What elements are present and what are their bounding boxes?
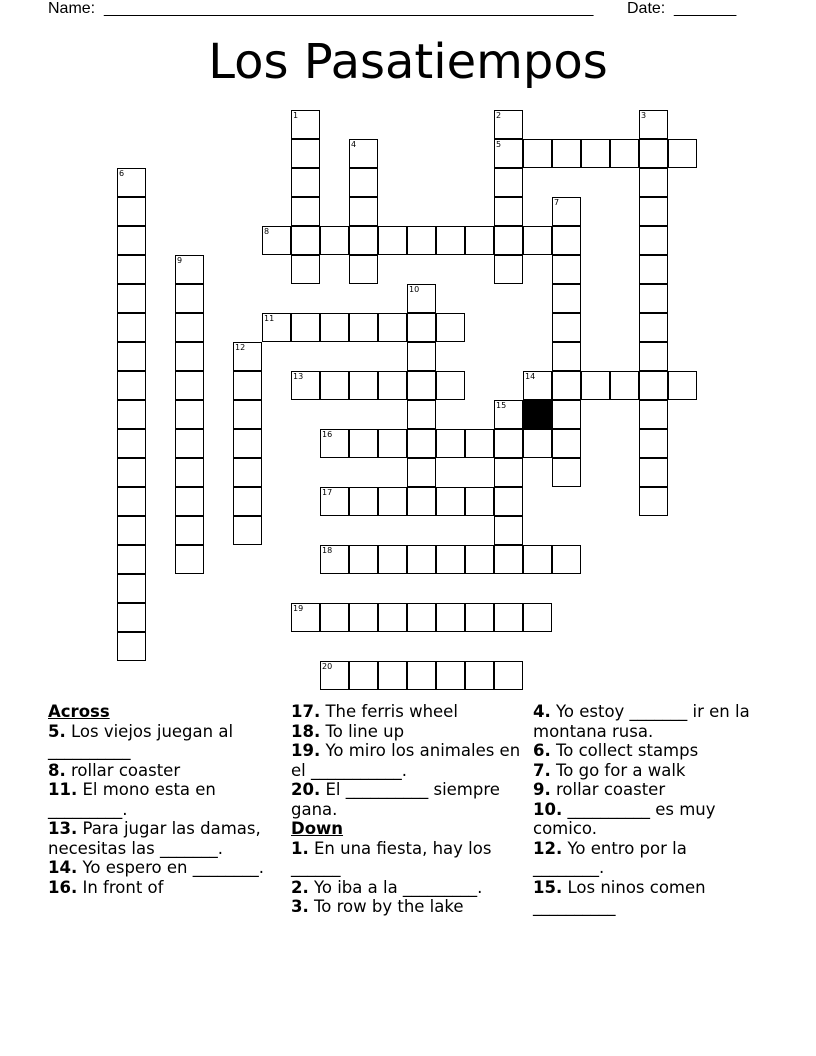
grid-cell[interactable] [552, 226, 581, 255]
grid-cell[interactable] [639, 400, 668, 429]
clue-text: El mono esta en _________. [48, 780, 216, 819]
grid-cell[interactable] [349, 139, 378, 168]
grid-cell[interactable] [117, 168, 146, 197]
grid-cell[interactable] [117, 632, 146, 661]
grid-cell[interactable] [117, 226, 146, 255]
grid-cell[interactable] [407, 458, 436, 487]
grid-cell[interactable] [291, 313, 320, 342]
grid-cell[interactable] [233, 516, 262, 545]
grid-cell[interactable] [523, 545, 552, 574]
grid-cell[interactable] [407, 371, 436, 400]
grid-cell[interactable] [436, 603, 465, 632]
grid-cell[interactable] [523, 429, 552, 458]
grid-cell[interactable] [349, 661, 378, 690]
grid-cell[interactable] [552, 458, 581, 487]
grid-cell[interactable] [117, 342, 146, 371]
clue-number-label: 14 [525, 372, 536, 381]
grid-cell[interactable] [639, 313, 668, 342]
grid-cell[interactable] [494, 168, 523, 197]
grid-cell[interactable] [494, 110, 523, 139]
grid-cell[interactable] [552, 284, 581, 313]
clue-number: 4. [533, 702, 551, 721]
grid-cell[interactable] [581, 139, 610, 168]
clue-number: 20. [291, 780, 321, 799]
grid-cell[interactable] [320, 226, 349, 255]
grid-cell[interactable] [407, 429, 436, 458]
grid-cell[interactable] [639, 371, 668, 400]
clue-number: 2. [291, 877, 309, 897]
grid-cell[interactable] [465, 661, 494, 690]
grid-cell[interactable] [320, 487, 349, 516]
grid-cell[interactable] [117, 284, 146, 313]
grid-cell[interactable] [378, 313, 407, 342]
grid-cell[interactable] [117, 429, 146, 458]
grid-cell[interactable] [175, 429, 204, 458]
grid-cell[interactable] [291, 168, 320, 197]
clue-text: Yo estoy _______ ir en la montana rusa. [533, 702, 750, 741]
grid-cell[interactable] [523, 139, 552, 168]
date-label: Date: [627, 0, 666, 17]
grid-cell[interactable] [349, 429, 378, 458]
grid-cell[interactable] [436, 226, 465, 255]
grid-cell[interactable] [262, 226, 291, 255]
grid-cell[interactable] [291, 139, 320, 168]
date-blank: _______ [674, 0, 737, 17]
grid-cell[interactable] [320, 371, 349, 400]
grid-cell[interactable] [407, 487, 436, 516]
grid-cell[interactable] [552, 429, 581, 458]
grid-cell[interactable] [581, 371, 610, 400]
clue-text: rollar coaster [550, 780, 666, 799]
clue-number-label: 18 [322, 546, 333, 555]
clue-item [533, 800, 758, 839]
clue-text: The ferris wheel [320, 702, 458, 721]
clue-text: Yo entro por la ________. [533, 838, 687, 877]
grid-cell[interactable] [320, 545, 349, 574]
grid-cell[interactable] [320, 661, 349, 690]
clue-text: En una fiesta, hay los ______ [291, 838, 492, 877]
clue-number-label: 2 [496, 111, 502, 120]
grid-cell[interactable] [175, 342, 204, 371]
clue-number-label: 3 [641, 111, 647, 120]
grid-cell[interactable] [436, 545, 465, 574]
grid-cell[interactable] [494, 255, 523, 284]
clue-text: To collect stamps [550, 741, 699, 760]
clue-number: 15. [533, 877, 563, 897]
clue-number-label: 17 [322, 488, 333, 497]
clue-number-label: 1 [293, 111, 299, 120]
grid-cell[interactable] [407, 603, 436, 632]
grid-cell[interactable] [291, 255, 320, 284]
grid-cell[interactable] [175, 313, 204, 342]
grid-cell[interactable] [378, 226, 407, 255]
clue-text: El __________ siempre gana. [291, 780, 500, 819]
grid-cell[interactable] [407, 284, 436, 313]
grid-cell[interactable] [494, 487, 523, 516]
name-blank: _______________________________________________________ [104, 0, 594, 17]
grid-cell[interactable] [349, 168, 378, 197]
grid-cell[interactable] [639, 487, 668, 516]
grid-cell[interactable] [552, 342, 581, 371]
grid-cell[interactable] [117, 487, 146, 516]
grid-cell[interactable] [436, 371, 465, 400]
clue-number-label: 6 [119, 169, 125, 178]
page-title: Los Pasatiempos [208, 34, 608, 90]
clue-number-label: 13 [293, 372, 304, 381]
clue-number: 18. [291, 721, 321, 741]
grid-cell[interactable] [407, 545, 436, 574]
grid-cell[interactable] [465, 603, 494, 632]
grid-cell[interactable] [552, 545, 581, 574]
grid-cell[interactable] [523, 226, 552, 255]
clue-item [291, 839, 521, 878]
clues-column-3 [533, 702, 758, 917]
grid-cell[interactable] [552, 255, 581, 284]
grid-cell[interactable] [175, 255, 204, 284]
grid-cell[interactable] [639, 458, 668, 487]
grid-cell[interactable] [175, 400, 204, 429]
clue-item [533, 702, 758, 741]
clue-item [291, 722, 521, 742]
grid-cell[interactable] [117, 516, 146, 545]
clue-number-label: 5 [496, 140, 502, 149]
grid-cell[interactable] [175, 516, 204, 545]
grid-cell[interactable] [465, 226, 494, 255]
grid-cell[interactable] [610, 139, 639, 168]
grid-cell[interactable] [407, 313, 436, 342]
grid-cell[interactable] [523, 603, 552, 632]
grid-cell[interactable] [436, 487, 465, 516]
grid-cell[interactable] [552, 400, 581, 429]
grid-cell[interactable] [494, 458, 523, 487]
grid-cell[interactable] [233, 371, 262, 400]
grid-cell[interactable] [639, 168, 668, 197]
grid-cell[interactable] [639, 255, 668, 284]
grid-cell[interactable] [668, 139, 697, 168]
grid-cell[interactable] [639, 429, 668, 458]
grid-cell[interactable] [349, 545, 378, 574]
clue-number: 3. [291, 897, 309, 916]
clue-number: 8. [48, 760, 66, 780]
clue-text: __________ es muy comico. [533, 799, 716, 838]
grid-cell[interactable] [233, 429, 262, 458]
grid-cell[interactable] [117, 197, 146, 226]
clue-text: Los ninos comen __________ [533, 877, 706, 916]
grid-cell[interactable] [552, 139, 581, 168]
grid-cell[interactable] [407, 226, 436, 255]
black-square [523, 400, 552, 429]
grid-cell[interactable] [233, 458, 262, 487]
clue-item [48, 878, 278, 898]
clue-item [533, 839, 758, 878]
clue-number: 7. [533, 760, 551, 780]
clue-number-label: 20 [322, 662, 333, 671]
grid-cell[interactable] [117, 371, 146, 400]
clue-number-label: 7 [554, 198, 560, 207]
clue-number: 10. [533, 799, 563, 819]
grid-cell[interactable] [175, 371, 204, 400]
grid-cell[interactable] [349, 371, 378, 400]
name-label: Name: [48, 0, 96, 17]
clues-column-2 [291, 702, 521, 917]
clue-item [533, 741, 758, 761]
grid-cell[interactable] [552, 371, 581, 400]
clue-item [291, 878, 521, 898]
grid-cell[interactable] [494, 661, 523, 690]
grid-cell[interactable] [494, 516, 523, 545]
clue-number-label: 11 [264, 314, 275, 323]
clue-text: To line up [320, 721, 405, 741]
clue-item [48, 722, 278, 761]
grid-cell[interactable] [407, 400, 436, 429]
grid-cell[interactable] [175, 487, 204, 516]
clue-number-label: 19 [293, 604, 304, 613]
grid-cell[interactable] [320, 429, 349, 458]
grid-cell[interactable] [552, 197, 581, 226]
clue-text: Yo iba a la _________. [308, 877, 483, 897]
grid-cell[interactable] [349, 313, 378, 342]
grid-cell[interactable] [117, 400, 146, 429]
grid-cell[interactable] [465, 487, 494, 516]
clue-item [48, 819, 278, 858]
grid-cell[interactable] [407, 342, 436, 371]
clue-text: To go for a walk [550, 760, 686, 780]
down-clue-list [291, 839, 521, 917]
down-clue-list-continued [533, 702, 758, 917]
grid-cell[interactable] [175, 545, 204, 574]
grid-cell[interactable] [117, 255, 146, 284]
grid-cell[interactable] [291, 371, 320, 400]
clue-text: Los viejos juegan al __________ [48, 721, 234, 760]
clue-item [533, 761, 758, 781]
grid-cell[interactable] [378, 371, 407, 400]
grid-cell[interactable] [233, 400, 262, 429]
grid-cell[interactable] [494, 226, 523, 255]
grid-cell[interactable] [117, 603, 146, 632]
grid-cell[interactable] [639, 197, 668, 226]
clue-number-label: 12 [235, 343, 246, 352]
grid-cell[interactable] [523, 371, 552, 400]
grid-cell[interactable] [407, 661, 436, 690]
clue-item [291, 897, 521, 917]
grid-cell[interactable] [320, 313, 349, 342]
clues-column-1 [48, 702, 278, 897]
grid-cell[interactable] [436, 429, 465, 458]
grid-cell[interactable] [436, 661, 465, 690]
grid-cell[interactable] [117, 458, 146, 487]
clue-number: 16. [48, 877, 78, 897]
clue-number-label: 10 [409, 285, 420, 294]
clue-text: Yo espero en ________. [77, 858, 264, 877]
grid-cell[interactable] [349, 487, 378, 516]
grid-cell[interactable] [233, 487, 262, 516]
grid-cell[interactable] [233, 342, 262, 371]
grid-cell[interactable] [262, 313, 291, 342]
across-clue-list-continued [291, 702, 521, 819]
clue-number: 5. [48, 721, 66, 741]
clue-number: 12. [533, 838, 563, 858]
clue-item [533, 878, 758, 917]
grid-cell[interactable] [378, 603, 407, 632]
grid-cell[interactable] [494, 197, 523, 226]
grid-cell[interactable] [117, 545, 146, 574]
clue-item [291, 780, 521, 819]
clue-number-label: 16 [322, 430, 333, 439]
clue-item [48, 761, 278, 781]
grid-cell[interactable] [639, 284, 668, 313]
grid-cell[interactable] [639, 342, 668, 371]
grid-cell[interactable] [349, 255, 378, 284]
grid-cell[interactable] [494, 429, 523, 458]
grid-cell[interactable] [378, 429, 407, 458]
grid-cell[interactable] [175, 458, 204, 487]
grid-cell[interactable] [291, 603, 320, 632]
clue-text: rollar coaster [65, 760, 181, 780]
clue-text: To row by the lake [308, 897, 464, 916]
clue-number-label: 9 [177, 256, 183, 265]
clue-item [48, 780, 278, 819]
grid-cell[interactable] [494, 603, 523, 632]
grid-cell[interactable] [552, 313, 581, 342]
grid-cell[interactable] [465, 429, 494, 458]
clue-number-label: 15 [496, 401, 507, 410]
grid-cell[interactable] [117, 574, 146, 603]
grid-cell[interactable] [494, 400, 523, 429]
clue-number-label: 8 [264, 227, 270, 236]
grid-cell[interactable] [378, 545, 407, 574]
across-clue-list [48, 722, 278, 898]
grid-cell[interactable] [320, 603, 349, 632]
clue-text: Yo miro los animales en el ___________. [291, 741, 521, 780]
grid-cell[interactable] [291, 110, 320, 139]
clue-number: 6. [533, 741, 551, 760]
grid-cell[interactable] [291, 197, 320, 226]
clue-number: 14. [48, 858, 78, 877]
grid-cell[interactable] [465, 545, 494, 574]
down-heading: Down [291, 819, 344, 838]
clue-number: 9. [533, 780, 551, 799]
grid-cell[interactable] [378, 661, 407, 690]
across-heading: Across [48, 702, 110, 721]
grid-cell[interactable] [291, 226, 320, 255]
grid-cell[interactable] [175, 284, 204, 313]
grid-cell[interactable] [436, 313, 465, 342]
grid-cell[interactable] [639, 226, 668, 255]
clue-item [291, 741, 521, 780]
clue-item [291, 702, 521, 722]
grid-cell[interactable] [610, 371, 639, 400]
clue-text: In front of [77, 877, 164, 897]
clue-number: 11. [48, 780, 78, 799]
grid-cell[interactable] [349, 603, 378, 632]
clue-number: 19. [291, 741, 321, 760]
clue-item [48, 858, 278, 878]
grid-cell[interactable] [494, 139, 523, 168]
clue-number: 1. [291, 838, 309, 858]
clue-number-label: 4 [351, 140, 357, 149]
grid-cell[interactable] [494, 545, 523, 574]
grid-cell[interactable] [117, 313, 146, 342]
grid-cell[interactable] [668, 371, 697, 400]
grid-cell[interactable] [639, 139, 668, 168]
clue-number: 13. [48, 819, 78, 838]
grid-cell[interactable] [349, 226, 378, 255]
grid-cell[interactable] [349, 197, 378, 226]
clue-item [533, 780, 758, 800]
grid-cell[interactable] [639, 110, 668, 139]
grid-cell[interactable] [378, 487, 407, 516]
clue-number: 17. [291, 702, 321, 721]
clue-text: Para jugar las damas, necesitas las _______. [48, 819, 261, 858]
